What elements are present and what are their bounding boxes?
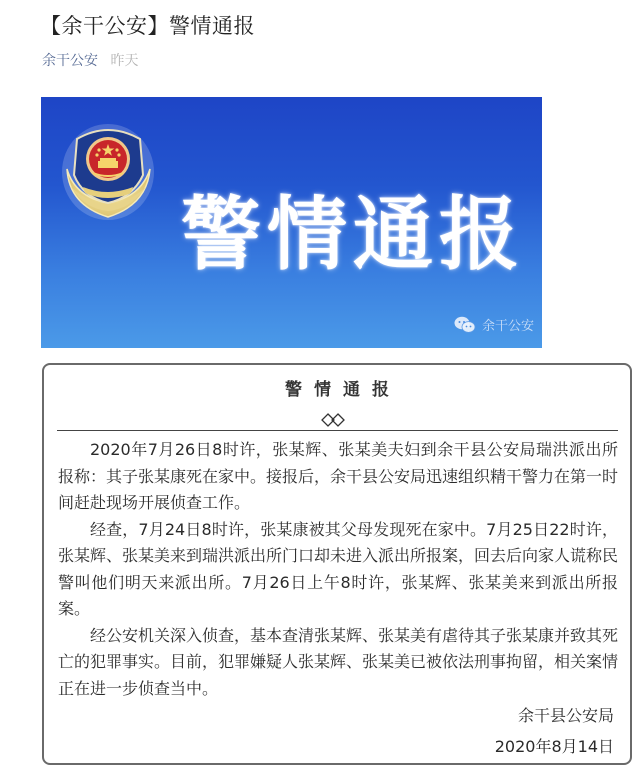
issue-date: 2020年8月14日 xyxy=(494,737,614,756)
watermark-text: 余干公安 xyxy=(481,319,534,334)
publish-time: 昨天 xyxy=(110,53,139,69)
heading-divider xyxy=(57,430,618,431)
notice-signature xyxy=(495,700,614,762)
police-notice-box xyxy=(42,363,632,765)
notice-body xyxy=(58,437,618,702)
notice-heading: 警情通报 xyxy=(285,380,401,400)
banner-title: 警情通报 xyxy=(181,188,525,281)
police-emblem-icon xyxy=(61,117,156,222)
banner-image[interactable] xyxy=(41,97,542,348)
notice-paragraph: 经公安机关深入侦查，基本查清张某辉、张某美有虐待其子张某康并致其死亡的犯罪事实。目前，犯罪嫌疑人张某辉、张某美已被依法刑事拘留，相关案情正在进一步侦查当中。 xyxy=(58,625,619,698)
issuer-name: 余干县公安局 xyxy=(517,706,614,725)
notice-paragraph: 2020年7月26日8时许，张某辉、张某美夫妇到余干县公安局瑞洪派出所报称：其子张某康死在家中。接报后，余干县公安局迅速组织精干警力在第一时间赶赴现场开展侦查工作。 xyxy=(58,440,619,512)
article-title: 【余干公安】警情通报 xyxy=(40,14,255,38)
double-diamond-icon xyxy=(321,413,347,427)
wechat-icon xyxy=(454,316,476,334)
notice-paragraph: 经查，7月24日8时许，张某康被其父母发现死在家中。7月25日22时许，张某辉、张某美来到瑞洪派出所门口却未进入派出所报案，回去后向家人谎称民警叫他们明天来派出所。7月26日上午8时许，张某辉、张某美来到派出所报案。 xyxy=(58,519,619,618)
account-name-link[interactable]: 余干公安 xyxy=(42,53,98,69)
article-meta xyxy=(42,51,138,71)
banner-watermark xyxy=(454,315,534,334)
